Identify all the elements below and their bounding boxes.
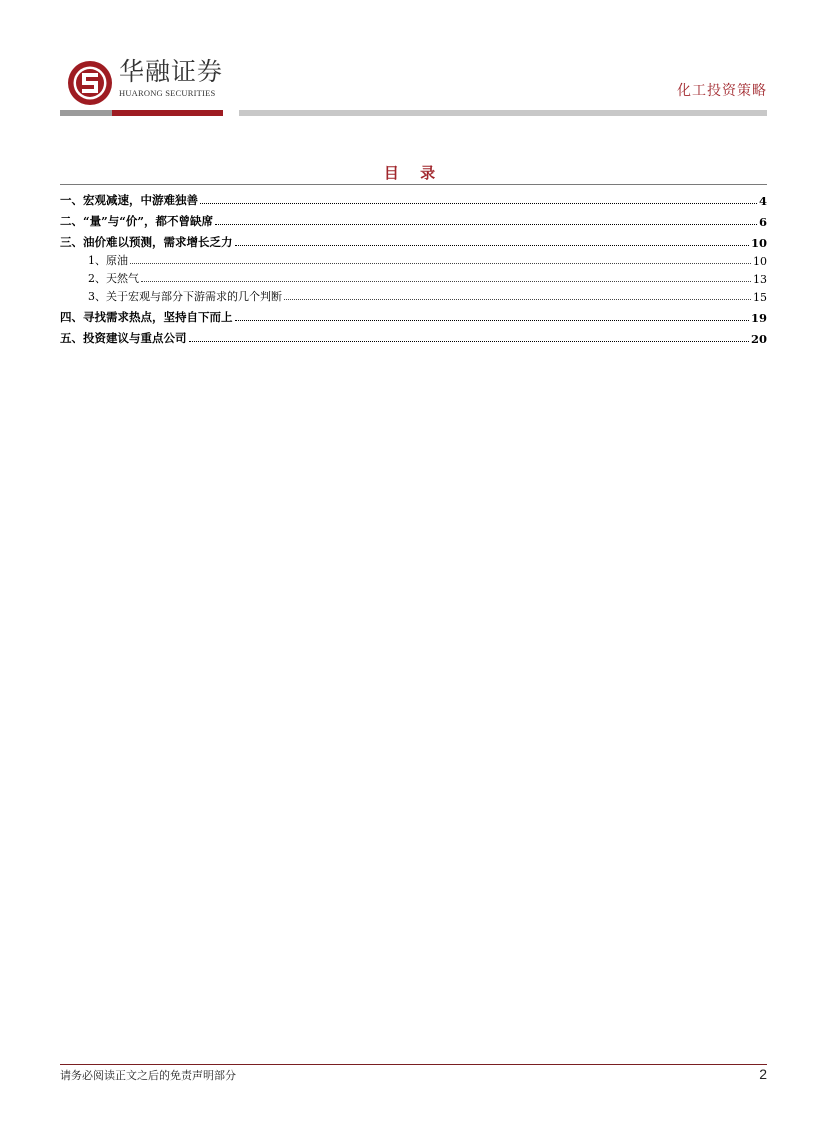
header-bar-gray	[60, 110, 112, 116]
toc-leader-dots	[189, 341, 749, 342]
toc-title: 目 录	[383, 164, 444, 182]
toc-entry-text: 3、关于宏观与部分下游需求的几个判断	[88, 290, 282, 303]
toc-subentry[interactable]	[60, 268, 767, 286]
toc-entry-page: 4	[758, 194, 767, 208]
page-number: 2	[759, 1066, 767, 1082]
toc-entry[interactable]	[60, 304, 767, 325]
toc-entry-text: 三、油价难以预测，需求增长乏力	[60, 235, 233, 249]
toc-entry-text: 二、“量”与“价”，都不曾缺席	[60, 214, 213, 228]
toc-entry-page: 13	[753, 273, 767, 286]
toc-entry-text: 四、寻找需求热点，坚持自下而上	[60, 310, 233, 324]
toc-leader-dots	[284, 299, 751, 300]
toc-divider	[60, 184, 767, 185]
brand-name-en: HUARONG SECURITIES	[119, 88, 216, 98]
huarong-logo-icon	[67, 60, 113, 106]
toc-leader-dots	[235, 320, 749, 321]
report-type: 化工投资策略	[677, 83, 767, 99]
table-of-contents	[60, 187, 767, 346]
toc-entry-page: 20	[750, 332, 767, 346]
toc-entry[interactable]	[60, 229, 767, 250]
toc-subentry[interactable]	[60, 286, 767, 304]
toc-entry-text: 2、天然气	[88, 272, 139, 285]
toc-leader-dots	[235, 245, 749, 246]
toc-entry-text: 1、原油	[88, 254, 128, 267]
toc-entry-page: 10	[753, 255, 767, 268]
toc-entry-page: 6	[758, 215, 767, 229]
footer-disclaimer: 请务必阅读正文之后的免责声明部分	[60, 1069, 236, 1082]
toc-leader-dots	[141, 281, 751, 282]
brand-name-cn: 华融证券	[119, 57, 224, 86]
toc-entry-page: 15	[753, 291, 767, 304]
toc-entry[interactable]	[60, 208, 767, 229]
header-bar-red	[112, 110, 223, 116]
header-bar-light	[239, 110, 767, 116]
toc-entry-text: 一、宏观减速，中游难独善	[60, 193, 198, 207]
toc-leader-dots	[200, 203, 757, 204]
toc-entry[interactable]	[60, 325, 767, 346]
toc-leader-dots	[215, 224, 757, 225]
footer-divider	[60, 1064, 767, 1065]
toc-entry[interactable]	[60, 187, 767, 208]
toc-entry-page: 19	[750, 311, 767, 325]
toc-subentry[interactable]	[60, 250, 767, 268]
toc-entry-page: 10	[750, 236, 767, 250]
toc-entry-text: 五、投资建议与重点公司	[60, 331, 187, 345]
toc-leader-dots	[130, 263, 751, 264]
